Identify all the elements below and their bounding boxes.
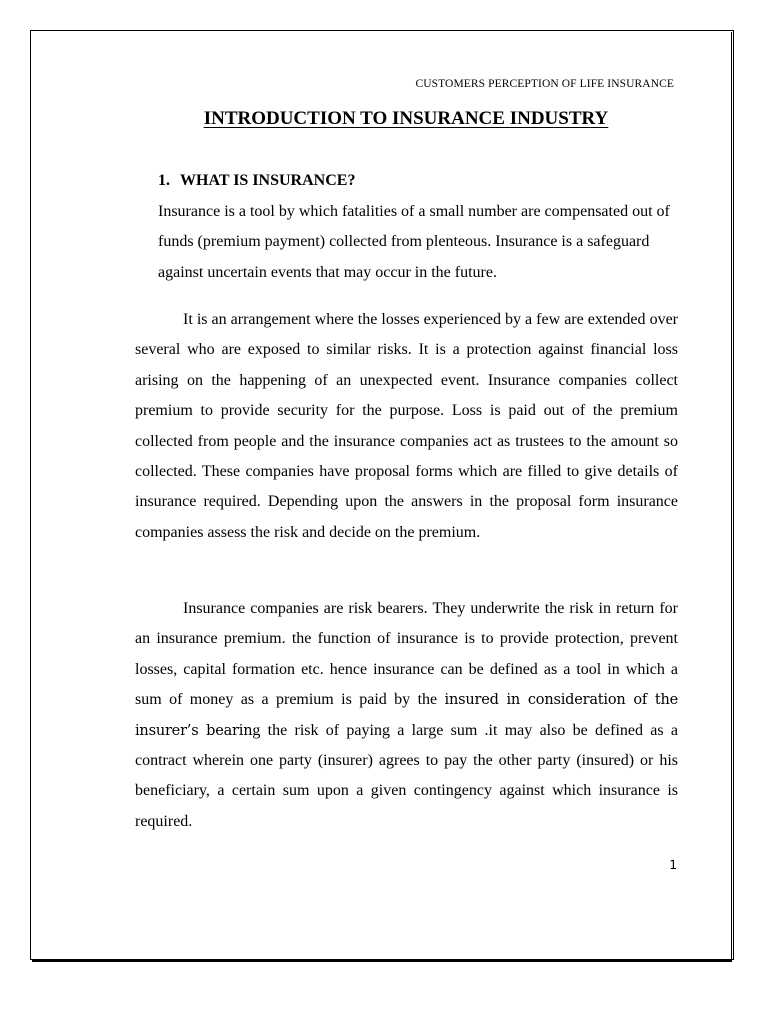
section-heading <box>158 171 355 191</box>
paragraph-1: Insurance is a tool by which fatalities of a small number are compensated out of funds (premium payment) collected from plenteous. Insurance is a safeguard against uncertain events that may occur in the future. <box>158 203 670 281</box>
page-number: 1 <box>669 858 677 872</box>
paragraph-3-part-2: insured in consideration of the insurer’s bearin <box>135 692 678 739</box>
document-title: INTRODUCTION TO INSURANCE INDUSTRY <box>203 108 609 129</box>
section-heading-text: WHAT IS INSURANCE? <box>180 172 356 189</box>
section-number: 1. <box>158 172 170 189</box>
paragraph-3 <box>135 594 678 837</box>
paragraph-3-part-1: Insurance companies are risk bearers. They underwrite the risk in return for an insurance premium. the function of insurance is to provide protection, prevent losses, capital formation etc. hence insurance can be defined as a tool in which a sum of money as a premium is paid by the <box>135 600 678 709</box>
paragraph-2: It is an arrangement where the losses experienced by a few are extended over several who are exposed to similar risks. It is a protection against financial loss arising on the happening of an unexpected event. Insurance companies collect premium to provide security for the purpose. Loss is paid out of the premium collected from people and the insurance companies act as trustees to the amount so collected. These companies have proposal forms which are filled to give details of insurance required. Depending upon the answers in the proposal form insurance companies assess the risk and decide on the premium. <box>135 311 678 541</box>
paragraph-3-part-3: g the risk of paying a large sum .it may also be defined as a contract wherein one party (insurer) agrees to pay the other party (insured) or his beneficiary, a certain sum upon a given contingency against which insurance is required. <box>135 721 679 830</box>
running-header: CUSTOMERS PERCEPTION OF LIFE INSURANCE <box>415 78 674 90</box>
